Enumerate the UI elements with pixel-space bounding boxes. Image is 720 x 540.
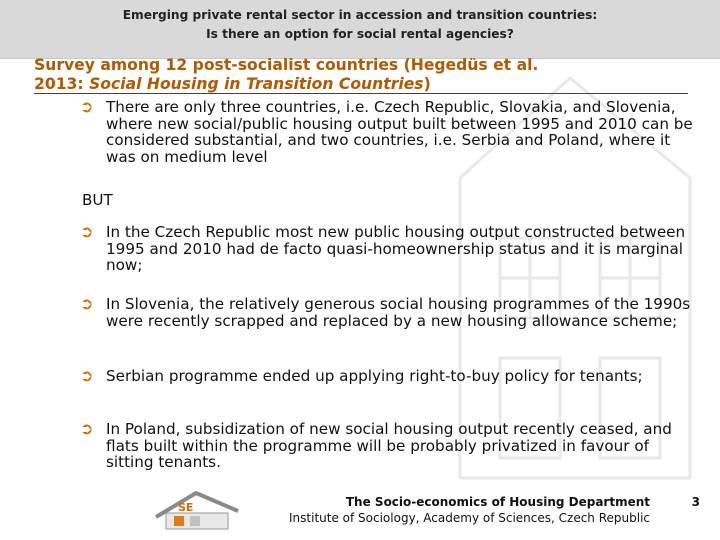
slide-subtitle xyxy=(34,56,694,94)
bullet-text: In the Czech Republic most new public housing output constructed between 1995 and 2010 had de facto quasi-homeownership status and it is marginal now; xyxy=(106,223,686,275)
subtitle-divider xyxy=(34,93,688,94)
curved-arrow-icon: ➲ xyxy=(80,366,94,385)
bullet-text: Serbian programme ended up applying right-to-buy policy for tenants; xyxy=(106,367,643,385)
subtitle-suffix: ) xyxy=(423,75,431,93)
subtitle-book-title: Social Housing in Transition Countries xyxy=(89,75,424,93)
curved-arrow-icon: ➲ xyxy=(80,222,94,241)
page-number: 3 xyxy=(691,495,700,509)
curved-arrow-icon: ➲ xyxy=(80,419,94,438)
subtitle-line-2 xyxy=(34,75,694,94)
but-label: BUT xyxy=(82,191,113,209)
curved-arrow-icon: ➲ xyxy=(80,294,94,313)
bullet-text: There are only three countries, i.e. Czech Republic, Slovakia, and Slovenia, where new social/public housing output built between 1995 and 2010 can be considered substantial, and two countries, i.e. Serbia and Poland, where it was on medium level xyxy=(106,98,693,166)
department-logo xyxy=(146,487,246,531)
bullet-text: In Slovenia, the relatively generous social housing programmes of the 1990s were recently scrapped and replaced by a new housing allowance scheme; xyxy=(106,295,691,330)
curved-arrow-icon: ➲ xyxy=(80,97,94,116)
bullet-text: In Poland, subsidization of new social housing output recently ceased, and flats built within the programme will be probably privatized in favour of sitting tenants. xyxy=(106,420,672,472)
subtitle-line-1: Survey among 12 post-socialist countries (Hegedüs et al. xyxy=(34,56,539,74)
header-title-line-1: Emerging private rental sector in accession and transition countries: xyxy=(122,8,598,22)
header-title-line-2: Is there an option for social rental agencies? xyxy=(206,27,514,41)
footer-department: The Socio-economics of Housing Department xyxy=(345,495,650,509)
footer-institute: Institute of Sociology, Academy of Sciences, Czech Republic xyxy=(289,511,650,525)
subtitle-prefix: 2013: xyxy=(34,75,90,93)
slide-header xyxy=(0,0,720,59)
logo-text: SE xyxy=(178,501,194,514)
